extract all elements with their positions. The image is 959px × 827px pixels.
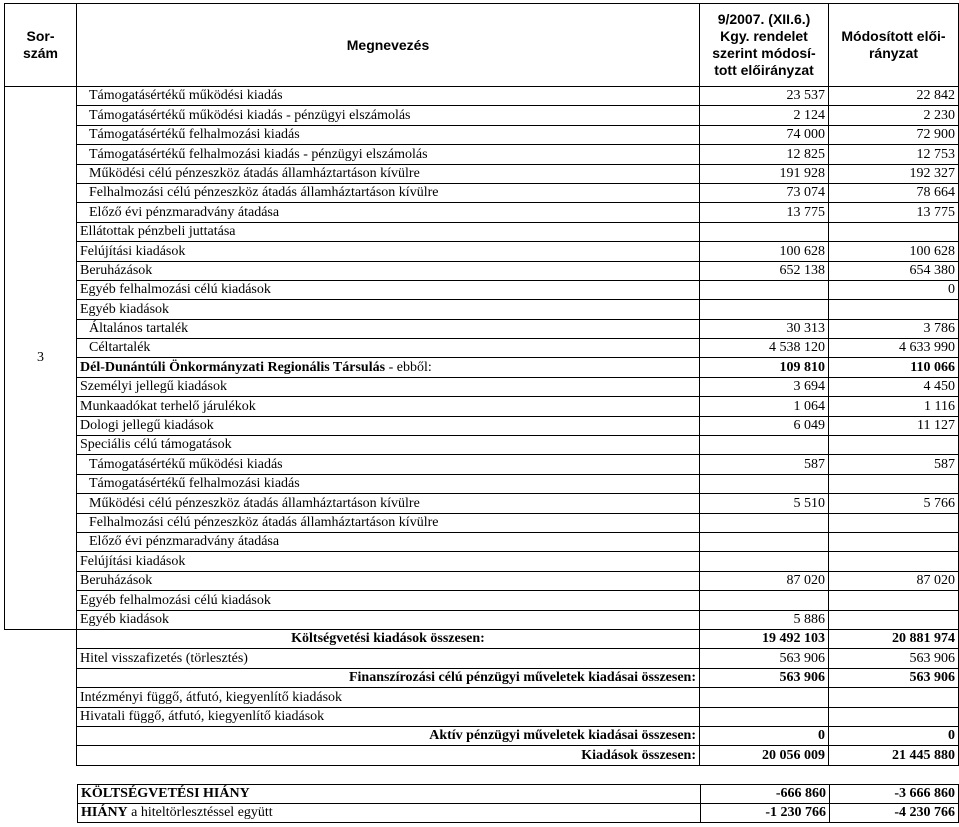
deficit-value-modified: -3 666 860: [830, 785, 959, 804]
value-modified: [829, 532, 959, 551]
row-label-text: Munkaadókat terhelő járulékok: [80, 398, 256, 414]
value-original: [700, 591, 829, 610]
summary-row: [5, 707, 959, 726]
value-modified: [829, 222, 959, 241]
value-original: 23 537: [700, 87, 829, 106]
summary-row: [5, 629, 959, 648]
summary-value-original: [700, 688, 829, 707]
row-label: [77, 125, 700, 144]
table-row: [5, 203, 959, 222]
row-label-text: Támogatásértékű működési kiadás: [89, 456, 283, 472]
value-modified: 0: [829, 280, 959, 299]
value-modified: 22 842: [829, 87, 959, 106]
row-label: [77, 203, 700, 222]
row-label: [77, 571, 700, 590]
summary-row: [5, 746, 959, 765]
row-label-text: Támogatásértékű felhalmozási kiadás: [89, 127, 300, 143]
table-row: [5, 125, 959, 144]
summary-spacer: [5, 649, 77, 668]
value-modified: 4 633 990: [829, 339, 959, 358]
row-label: [77, 319, 700, 338]
summary-row: [5, 688, 959, 707]
header-megnevezes: Megnevezés: [77, 4, 700, 87]
row-label-text: Egyéb kiadások: [80, 611, 170, 627]
value-modified: [829, 552, 959, 571]
row-label-suffix: - ebből:: [385, 359, 432, 375]
summary-spacer: [5, 707, 77, 726]
summary-spacer: [5, 726, 77, 745]
row-label-text: Működési célú pénzeszköz átadás államháztartáson kívülre: [89, 165, 420, 181]
header-sor: Sor- szám: [5, 4, 77, 87]
table-row: [5, 319, 959, 338]
table-row: [5, 474, 959, 493]
summary-value-modified: 21 445 880: [829, 746, 959, 765]
header-row: [5, 4, 959, 87]
row-label-text: Előző évi pénzmaradvány átadása: [89, 204, 280, 220]
row-label: [77, 145, 700, 164]
value-original: [700, 222, 829, 241]
summary-value-original: 563 906: [700, 668, 829, 687]
deficit-label: [78, 785, 701, 804]
table-row: [5, 358, 959, 377]
value-original: 73 074: [700, 183, 829, 202]
row-label-text: Felhalmozási célú pénzeszköz átadás államháztartáson kívülre: [89, 514, 439, 530]
summary-label: Aktív pénzügyi műveletek kiadásai összesen:: [77, 726, 700, 745]
row-label: [77, 455, 700, 474]
table-row: [5, 397, 959, 416]
value-modified: [829, 436, 959, 455]
row-label-text: Személyi jellegű kiadások: [80, 379, 227, 395]
row-label: [77, 377, 700, 396]
table-row: [5, 280, 959, 299]
row-label: [77, 339, 700, 358]
table-row: [5, 532, 959, 551]
value-modified: 192 327: [829, 164, 959, 183]
summary-row: [5, 726, 959, 745]
table-row: [5, 183, 959, 202]
value-modified: 110 066: [829, 358, 959, 377]
row-label: [77, 552, 700, 571]
row-label: [77, 164, 700, 183]
row-label: [77, 494, 700, 513]
value-original: 30 313: [700, 319, 829, 338]
value-original: 3 694: [700, 377, 829, 396]
deficit-label-suffix: a hiteltörlesztéssel együtt: [127, 805, 273, 820]
expenditure-table: [4, 3, 959, 766]
value-modified: 11 127: [829, 416, 959, 435]
table-row: [5, 300, 959, 319]
row-label: [77, 513, 700, 532]
deficit-row: [78, 804, 959, 823]
row-label-text: Felújítási kiadások: [80, 243, 186, 259]
value-original: [700, 552, 829, 571]
header-modositott: Módosított elői- rányzat: [829, 4, 959, 87]
value-modified: [829, 513, 959, 532]
row-label-text: Beruházások: [80, 573, 153, 589]
summary-label: Hivatali függő, átfutó, kiegyenlítő kiadások: [77, 707, 700, 726]
summary-label: Hitel visszafizetés (törlesztés): [77, 649, 700, 668]
value-original: 1 064: [700, 397, 829, 416]
summary-row: [5, 649, 959, 668]
value-original: 5 886: [700, 610, 829, 629]
value-modified: 1 116: [829, 397, 959, 416]
value-original: 13 775: [700, 203, 829, 222]
summary-value-original: 563 906: [700, 649, 829, 668]
table-row: [5, 591, 959, 610]
value-modified: 3 786: [829, 319, 959, 338]
row-label-text: Támogatásértékű felhalmozási kiadás - pénzügyi elszámolás: [89, 146, 428, 162]
table-row: [5, 436, 959, 455]
value-modified: 12 753: [829, 145, 959, 164]
row-label: [77, 532, 700, 551]
row-label-text: Egyéb felhalmozási célú kiadások: [80, 592, 271, 608]
row-label: [77, 436, 700, 455]
summary-spacer: [5, 688, 77, 707]
summary-spacer: [5, 668, 77, 687]
value-original: 587: [700, 455, 829, 474]
row-label-text: Támogatásértékű felhalmozási kiadás: [89, 476, 300, 492]
row-label: [77, 183, 700, 202]
table-row: [5, 610, 959, 629]
row-label: [77, 416, 700, 435]
summary-label: Finanszírozási célú pénzügyi műveletek kiadásai összesen:: [77, 668, 700, 687]
table-row: [5, 106, 959, 125]
value-modified: [829, 474, 959, 493]
row-label: [77, 87, 700, 106]
row-label-text: Céltartalék: [89, 340, 151, 356]
row-label-text: Egyéb felhalmozási célú kiadások: [80, 282, 271, 298]
value-modified: 2 230: [829, 106, 959, 125]
value-original: [700, 280, 829, 299]
row-label: [77, 397, 700, 416]
row-label-text: Támogatásértékű működési kiadás - pénzügyi elszámolás: [89, 107, 411, 123]
deficit-table: [77, 784, 959, 823]
value-original: [700, 300, 829, 319]
row-label: [77, 610, 700, 629]
deficit-label-text: KÖLTSÉGVETÉSI HIÁNY: [81, 786, 250, 801]
row-label: [77, 242, 700, 261]
header-rendelet: 9/2007. (XII.6.) Kgy. rendelet szerint módosí- tott előirányzat: [700, 4, 829, 87]
value-modified: 100 628: [829, 242, 959, 261]
table-row: [5, 261, 959, 280]
deficit-label-text: HIÁNY: [81, 805, 128, 820]
row-label: [77, 222, 700, 241]
deficit-value-original: -1 230 766: [701, 804, 830, 823]
value-modified: 13 775: [829, 203, 959, 222]
value-original: 87 020: [700, 571, 829, 590]
value-modified: 72 900: [829, 125, 959, 144]
table-row: [5, 145, 959, 164]
summary-label: Költségvetési kiadások összesen:: [77, 629, 700, 648]
row-label-text: Beruházások: [80, 262, 153, 278]
row-label-text: Általános tartalék: [89, 321, 189, 337]
row-label-text: Dél-Dunántúli Önkormányzati Regionális Társulás: [80, 359, 386, 375]
row-label-text: Speciális célú támogatások: [80, 437, 232, 453]
row-label-text: Dologi jellegű kiadások: [80, 418, 214, 434]
value-original: 109 810: [700, 358, 829, 377]
deficit-value-modified: -4 230 766: [830, 804, 959, 823]
table-row: [5, 552, 959, 571]
summary-value-original: 19 492 103: [700, 629, 829, 648]
row-label: [77, 261, 700, 280]
summary-value-original: 20 056 009: [700, 746, 829, 765]
value-original: 74 000: [700, 125, 829, 144]
value-original: 100 628: [700, 242, 829, 261]
deficit-row: [78, 785, 959, 804]
value-modified: 587: [829, 455, 959, 474]
summary-spacer: [5, 746, 77, 765]
table-row: [5, 339, 959, 358]
table-row: [5, 87, 959, 106]
row-number: 3: [5, 87, 77, 630]
summary-value-modified: [829, 688, 959, 707]
table-row: [5, 242, 959, 261]
table-row: [5, 513, 959, 532]
value-modified: 654 380: [829, 261, 959, 280]
summary-value-modified: 563 906: [829, 649, 959, 668]
row-label-text: Ellátottak pénzbeli juttatása: [80, 224, 236, 240]
summary-value-modified: 0: [829, 726, 959, 745]
value-original: [700, 436, 829, 455]
value-modified: 78 664: [829, 183, 959, 202]
table-row: [5, 494, 959, 513]
value-original: 652 138: [700, 261, 829, 280]
row-label: [77, 300, 700, 319]
deficit-value-original: -666 860: [701, 785, 830, 804]
value-modified: 87 020: [829, 571, 959, 590]
value-original: 2 124: [700, 106, 829, 125]
value-original: [700, 513, 829, 532]
summary-label: Intézményi függő, átfutó, kiegyenlítő kiadások: [77, 688, 700, 707]
value-original: [700, 474, 829, 493]
table-row: [5, 571, 959, 590]
summary-value-original: [700, 707, 829, 726]
row-label-text: Egyéb kiadások: [80, 301, 170, 317]
table-row: [5, 222, 959, 241]
row-label-text: Felhalmozási célú pénzeszköz átadás államháztartáson kívülre: [89, 185, 439, 201]
table-row: [5, 416, 959, 435]
summary-row: [5, 668, 959, 687]
row-label: [77, 474, 700, 493]
summary-value-original: 0: [700, 726, 829, 745]
row-label-text: Előző évi pénzmaradvány átadása: [89, 534, 280, 550]
value-original: 191 928: [700, 164, 829, 183]
row-label-text: Felújítási kiadások: [80, 553, 186, 569]
value-modified: [829, 610, 959, 629]
table-row: [5, 164, 959, 183]
summary-value-modified: [829, 707, 959, 726]
deficit-label: [78, 804, 701, 823]
row-label: [77, 106, 700, 125]
summary-value-modified: 563 906: [829, 668, 959, 687]
value-modified: 4 450: [829, 377, 959, 396]
row-label-text: Működési célú pénzeszköz átadás államháztartáson kívülre: [89, 495, 420, 511]
row-label: [77, 280, 700, 299]
table-row: [5, 455, 959, 474]
value-modified: 5 766: [829, 494, 959, 513]
value-modified: [829, 591, 959, 610]
value-original: 5 510: [700, 494, 829, 513]
row-label: [77, 591, 700, 610]
summary-spacer: [5, 629, 77, 648]
value-original: 12 825: [700, 145, 829, 164]
value-modified: [829, 300, 959, 319]
value-original: [700, 532, 829, 551]
table-row: [5, 377, 959, 396]
summary-label: Kiadások összesen:: [77, 746, 700, 765]
value-original: 6 049: [700, 416, 829, 435]
summary-value-modified: 20 881 974: [829, 629, 959, 648]
row-label-text: Támogatásértékű működési kiadás: [89, 88, 283, 104]
row-label: [77, 358, 700, 377]
value-original: 4 538 120: [700, 339, 829, 358]
